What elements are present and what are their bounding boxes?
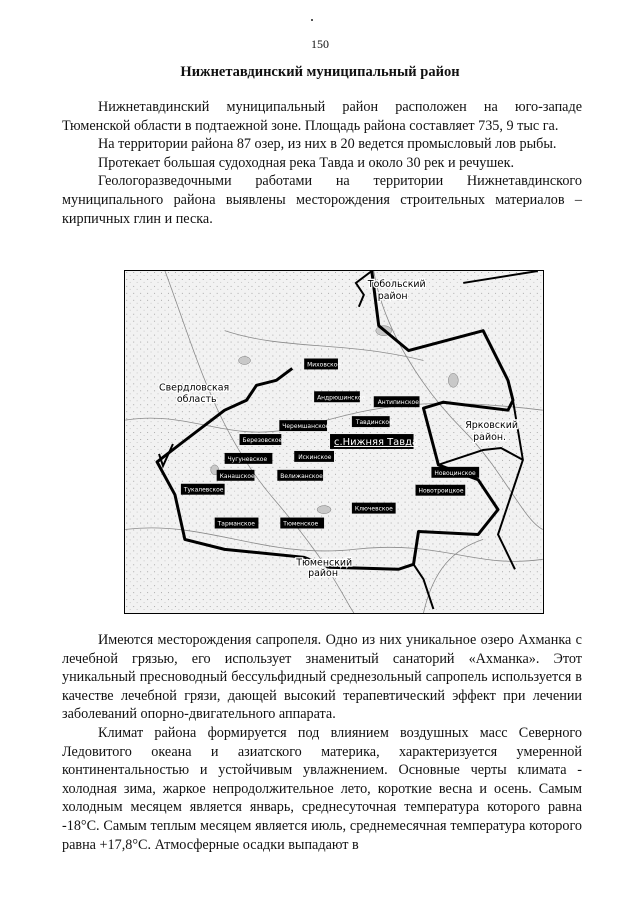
settlement-label: Миховское — [307, 361, 342, 369]
paragraph: Климат района формируется под влиянием воздушных масс Северного Ледовитого океана и азиатского материка, характеризуется умеренной континентальностью и устойчивым увлажнением. Основные черты климата - холодная зима, жаркое непродолжительное лето, короткие весна и осень. Самым холодным месяцем является январь, среднесуточная температура которого равна -18°С. Самым теплым месяцем является июль, среднемесячная температура которого равна +17,8°С. Атмосферные осадки выпадают в — [62, 724, 582, 853]
body-text — [62, 631, 582, 854]
district-center-label: с.Нижняя Тавда — [334, 436, 419, 448]
intro-text — [62, 98, 582, 228]
settlement-label: Черемшанское — [282, 423, 330, 431]
region-label: Тюменский — [296, 557, 353, 569]
paragraph: Имеются месторождения сапропеля. Одно из них уникальное озеро Ахманка с лечебной грязью, его использует знаменитый санаторий «Ахманка». Этот уникальный пресноводный бессульфидный среднезольный сапропель используется в качестве лечебной грязи, дающей высокий терапевтический эффект при лечении заболеваний опорно-двигательного аппарата. — [62, 632, 582, 723]
settlement-label: Ключевское — [354, 505, 393, 513]
settlement-label: Велижанское — [280, 472, 323, 480]
region-label: район. — [473, 432, 507, 444]
paragraph: Нижнетавдинский муниципальный район расположен на юго-западе Тюменской области в подтаежной зоне. Площадь района составляет 735, 9 тыс га. — [62, 99, 582, 134]
settlement-label: Березовское — [242, 437, 283, 444]
region-label: Свердловская — [159, 382, 230, 394]
paragraph: Протекает большая судоходная река Тавда и около 30 рек и речушек. — [98, 154, 515, 171]
settlement-label: Антипинское — [377, 399, 419, 407]
paragraph: На территории района 87 озер, из них в 20 ведется промысловый лов рыбы. — [98, 136, 557, 153]
region-label: Тобольский — [367, 278, 426, 290]
region-label: область — [176, 394, 217, 406]
settlement-label: Искинское — [298, 453, 332, 461]
page-number: 150 — [311, 37, 329, 51]
settlement-label: Тюменское — [283, 520, 319, 528]
settlement-label: Тавдинское — [355, 419, 393, 427]
settlement-label: Андрюшинское — [317, 394, 366, 402]
settlement-label: Тарманское — [217, 520, 255, 528]
page-title: Нижнетавдинский муниципальный район — [180, 64, 460, 80]
settlement-label: Новотроицкое — [418, 487, 464, 495]
region-label: Ярковский — [465, 420, 518, 432]
settlement-label: Новоцинское — [434, 469, 476, 477]
settlement-label: Тукалевское — [183, 486, 224, 494]
settlement-label: Канашское — [219, 472, 255, 480]
region-label: район — [377, 290, 408, 302]
region-label: район — [308, 568, 339, 580]
scan-mark — [311, 19, 313, 21]
district-map — [124, 270, 544, 614]
paragraph: Геологоразведочными работами на территории Нижнетавдинского муниципального района выявлены месторождения строительных материалов – кирпичных глин и песка. — [62, 173, 582, 227]
settlement-label: Чугуневское — [227, 455, 268, 463]
